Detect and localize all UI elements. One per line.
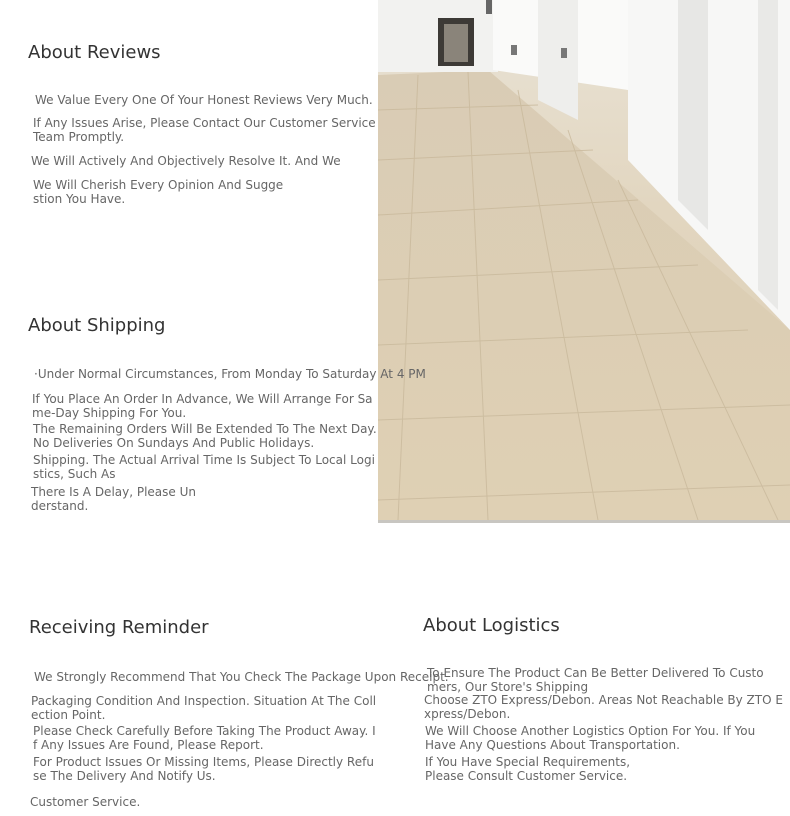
receiving-line-1: We Strongly Recommend That You Check The Package Upon Receipt. [34,670,449,684]
shipping-heading: About Shipping [28,315,166,336]
corridor-photo [378,0,790,523]
logistics-line-4: If You Have Special Requirements, Please Consult Customer Service. [425,755,631,783]
reviews-line-1: We Value Every One Of Your Honest Reviews Very Much. [35,93,373,107]
logistics-line-1: To Ensure The Product Can Be Better Delivered To Custo mers, Our Store's Shipping [427,666,764,694]
logistics-line-2: Choose ZTO Express/Debon. Areas Not Reachable By ZTO E xpress/Debon. [424,693,783,721]
receiving-line-3: Please Check Carefully Before Taking The Product Away. I f Any Issues Are Found, Please Report. [33,724,376,752]
shipping-line-3: The Remaining Orders Will Be Extended To The Next Day. No Deliveries On Sundays And Public Holidays. [33,422,377,450]
shipping-line-4: Shipping. The Actual Arrival Time Is Subject To Local Logi stics, Such As [33,453,375,481]
reviews-line-3: We Will Actively And Objectively Resolve It. And We [31,154,341,168]
receiving-line-4: For Product Issues Or Missing Items, Please Directly Refu se The Delivery And Notify Us. [33,755,374,783]
shipping-line-5: There Is A Delay, Please Un derstand. [31,485,196,513]
receiving-line-5: Customer Service. [30,795,141,809]
shipping-line-2: If You Place An Order In Advance, We Will Arrange For Sa me-Day Shipping For You. [32,392,373,420]
receiving-heading: Receiving Reminder [29,617,209,638]
receiving-line-2: Packaging Condition And Inspection. Situation At The Coll ection Point. [31,694,377,722]
logistics-heading: About Logistics [423,615,560,636]
shipping-line-1: ·Under Normal Circumstances, From Monday To Saturday At 4 PM [34,367,426,381]
reviews-line-4: We Will Cherish Every Opinion And Sugge stion You Have. [33,178,284,206]
reviews-heading: About Reviews [28,42,161,63]
logistics-line-3: We Will Choose Another Logistics Option For You. If You Have Any Questions About Transportation. [425,724,756,752]
reviews-line-2: If Any Issues Arise, Please Contact Our Customer Service Team Promptly. [33,116,376,144]
